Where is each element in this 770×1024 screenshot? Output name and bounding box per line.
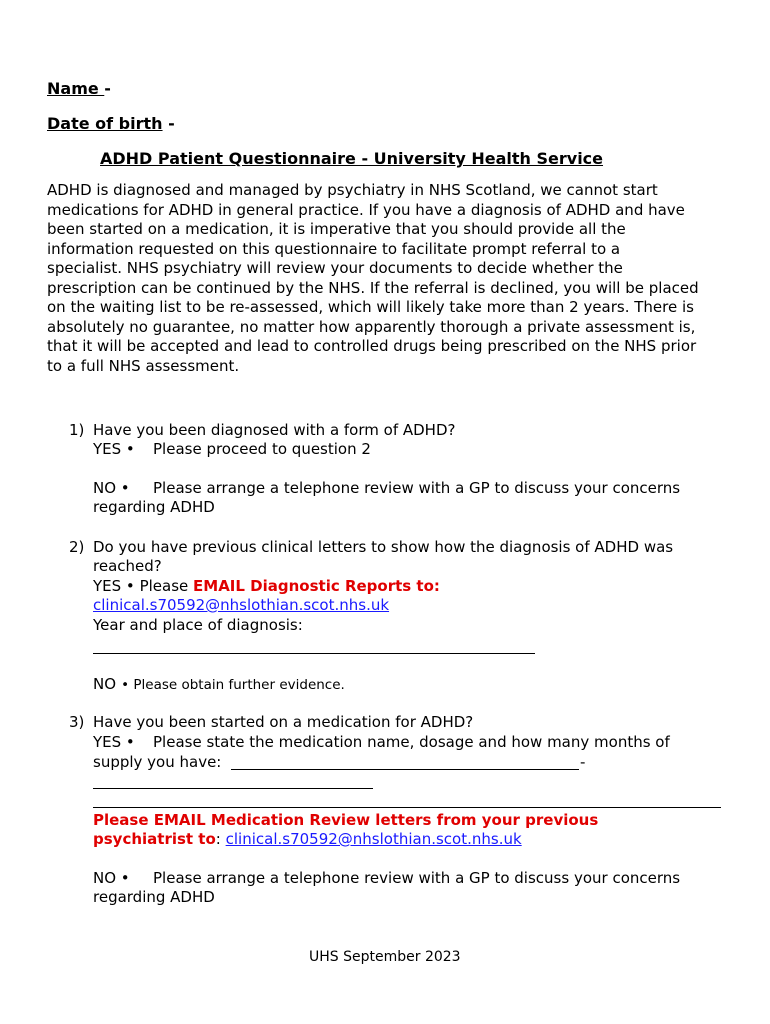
q3-email-line [93, 830, 522, 848]
intro-line: prescription can be continued by the NHS. If the referral is declined, you will be placed [47, 278, 699, 297]
q2-email-instruction: EMAIL Diagnostic Reports to: [193, 577, 440, 595]
q2-no-text: • Please obtain further evidence. [121, 677, 345, 693]
intro-line: on the waiting list to be re-assessed, which will likely take more than 2 years. There is [47, 298, 694, 316]
dob-label: Date of birth [47, 114, 163, 133]
q3-email-instruction-cont: psychiatrist to [93, 830, 216, 848]
name-dash: - [104, 79, 111, 98]
q2-number: 2) [69, 538, 85, 556]
dob-field [47, 114, 175, 133]
q1-no-text-cont: regarding ADHD [93, 498, 215, 516]
intro-line: to a full NHS assessment. [47, 356, 240, 375]
q3-no-label: NO • [93, 869, 130, 887]
name-field [47, 79, 111, 98]
q2-year-place-label: Year and place of diagnosis: [93, 616, 303, 634]
q2-no-line [93, 674, 345, 693]
q1-no-text: Please arrange a telephone review with a GP to discuss your concerns [153, 479, 681, 497]
page-title: ADHD Patient Questionnaire - University Health Service [100, 149, 604, 168]
q3-no-text: Please arrange a telephone review with a GP to discuss your concerns [153, 869, 681, 887]
q3-yes-text: Please state the medication name, dosage and how many months of [153, 733, 670, 751]
q3-no-text-cont: regarding ADHD [93, 888, 215, 906]
q2-answer-line[interactable] [93, 653, 535, 654]
footer-text: UHS September 2023 [309, 949, 461, 965]
name-label: Name [47, 79, 105, 98]
q1-yes-text: Please proceed to question 2 [153, 440, 371, 458]
q2-yes-prefix: Please [139, 577, 194, 595]
intro-line: that it will be accepted and lead to controlled drugs being prescribed on the NHS prior [47, 337, 697, 355]
q1-question: Have you been diagnosed with a form of ADHD? [93, 421, 456, 439]
q3-email-instruction: Please EMAIL Medication Review letters from your previous [93, 811, 599, 829]
q2-yes-line [93, 577, 440, 595]
q3-dash: - [580, 753, 586, 771]
intro-line: specialist. NHS psychiatry will review your documents to decide whether the [47, 259, 623, 277]
q2-question: Do you have previous clinical letters to show how the diagnosis of ADHD was [93, 538, 674, 556]
dob-dash: - [162, 114, 175, 133]
q2-email-link[interactable]: clinical.s70592@nhslothian.scot.nhs.uk [93, 596, 390, 614]
q3-email-link[interactable]: clinical.s70592@nhslothian.scot.nhs.uk [225, 830, 522, 848]
q3-number: 3) [69, 713, 85, 731]
q3-yes-label: YES • [93, 733, 135, 751]
intro-line: ADHD is diagnosed and managed by psychiatry in NHS Scotland, we cannot start [47, 181, 658, 199]
q3-supply-label: supply you have: [93, 753, 222, 771]
intro-line: absolutely no guarantee, no matter how apparently thorough a private assessment is, [47, 317, 696, 336]
q2-no-label: NO [93, 675, 117, 693]
q2-question-cont: reached? [93, 557, 162, 575]
intro-line: information requested on this questionnaire to facilitate prompt referral to a [47, 239, 621, 258]
q1-no-label: NO • [93, 479, 130, 497]
q3-colon: : [215, 830, 226, 848]
q3-question: Have you been started on a medication for ADHD? [93, 713, 474, 731]
q1-number: 1) [69, 421, 85, 439]
q3-answer-line-3[interactable] [93, 807, 721, 808]
q1-yes-label: YES • [93, 440, 135, 458]
intro-paragraph [47, 181, 737, 376]
intro-line: medications for ADHD in general practice. If you have a diagnosis of ADHD and have [47, 200, 685, 219]
q3-answer-line-2[interactable] [93, 788, 373, 789]
q2-yes-label: YES • [93, 577, 135, 595]
q3-supply-answer-line[interactable] [231, 769, 579, 770]
intro-line: been started on a medication, it is imperative that you should provide all the [47, 220, 626, 238]
